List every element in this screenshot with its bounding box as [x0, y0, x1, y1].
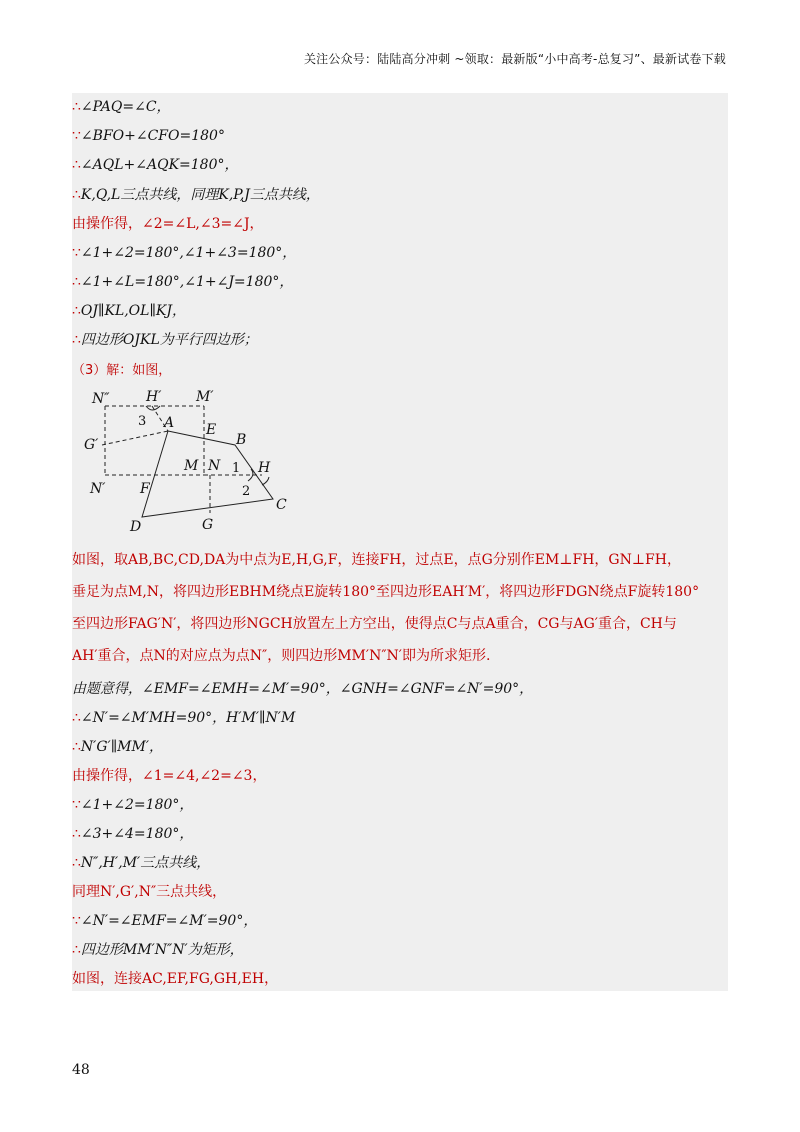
line-text: 四边形MM′N″N′为矩形， [80, 942, 244, 958]
therefore-symbol: ∴ [72, 157, 81, 173]
line-text: K,Q,L三点共线，同理K,P,J三点共线， [80, 187, 320, 203]
solution-line [72, 882, 728, 902]
solution-line [72, 214, 728, 234]
label-f: F [140, 481, 150, 497]
line-text: ∠1+∠2=180°,∠1+∠3=180°， [80, 245, 297, 261]
line-text: ∠1+∠2=180°， [80, 797, 194, 813]
line-text: ∠PAQ=∠C， [80, 99, 171, 115]
solution-line [72, 969, 728, 989]
label-angle-2: 2 [242, 484, 251, 499]
solution-line [72, 330, 728, 350]
solution-line [72, 853, 728, 873]
because-symbol: ∵ [72, 245, 81, 261]
solution-line [72, 911, 728, 931]
line-text: ∠N′=∠EMF=∠M′=90°， [80, 913, 258, 929]
therefore-symbol: ∴ [72, 710, 81, 726]
solution-line [72, 301, 728, 321]
line-text: N″,H′,M′三点共线， [80, 855, 211, 871]
label-h: H [258, 460, 271, 476]
label-angle-1: 1 [232, 461, 241, 476]
construction-line: 如图，取AB,BC,CD,DA为中点为E,H,G,F，连接FH，过点E，点G分别作EM⊥FH，GN⊥FH， [72, 552, 681, 568]
label-n-prime: N′ [90, 481, 106, 497]
angle-mark-2 [262, 477, 269, 485]
dashed-segment-g1-a [102, 431, 168, 445]
solution-line [72, 155, 728, 175]
therefore-symbol: ∴ [72, 303, 81, 319]
because-symbol: ∵ [72, 913, 81, 929]
construction-line: AH′重合，点N的对应点为点N″，则四边形MM′N″N′即为所求矩形. [72, 648, 491, 664]
solution-line [72, 795, 728, 815]
label-angle-3: 3 [138, 414, 147, 429]
therefore-symbol: ∴ [72, 739, 81, 755]
label-h-prime: H′ [146, 389, 162, 405]
solution-line [72, 708, 728, 728]
line-text: ∠AQL+∠AQK=180°， [80, 157, 239, 173]
construction-line: 至四边形FAG′N′，将四边形NGCH放置左上方空出，使得点C与点A重合，CG与AG′重合，CH与 [72, 616, 677, 632]
label-c: C [276, 497, 287, 513]
geometry-figure [80, 389, 320, 539]
solution-line [72, 940, 728, 960]
label-e: E [206, 422, 217, 438]
part-3-heading: （3）解：如图， [72, 363, 172, 378]
line-text: 如图，连接AC,EF,FG,GH,EH， [72, 971, 279, 987]
solution-line [72, 679, 728, 699]
solution-line [72, 126, 728, 146]
therefore-symbol: ∴ [72, 187, 81, 203]
label-g: G [202, 517, 214, 533]
therefore-symbol: ∴ [72, 855, 81, 871]
therefore-symbol: ∴ [72, 99, 81, 115]
solution-line [72, 185, 728, 205]
line-text: 由操作得，∠1=∠4,∠2=∠3， [72, 768, 267, 784]
therefore-symbol: ∴ [72, 942, 81, 958]
line-text: N′G′∥MM′， [80, 739, 164, 755]
solution-line [72, 360, 728, 381]
line-text: 同理N′,G′,N″三点共线， [72, 884, 227, 900]
because-symbol: ∵ [72, 797, 81, 813]
line-text: 由操作得，∠2=∠L,∠3=∠J， [72, 216, 264, 232]
line-text: ∠3+∠4=180°， [80, 826, 194, 842]
line-text: 四边形OJKL为平行四边形； [80, 332, 258, 348]
page-header: 关注公众号：陆陆高分冲刺 ~领取：最新版“小中高考-总复习”、最新试卷下载 [303, 52, 726, 66]
construction-line: 垂足为点M,N，将四边形EBHM绕点E旋转180°至四边形EAH′M′，将四边形FDGN绕点F旋转180° [72, 584, 700, 600]
label-g-prime: G′ [84, 437, 99, 453]
label-n: N [208, 458, 221, 474]
therefore-symbol: ∴ [72, 274, 81, 290]
line-text: ∠1+∠L=180°,∠1+∠J=180°， [80, 274, 294, 290]
line-text: ∠BFO+∠CFO=180° [80, 128, 225, 144]
label-m: M [184, 458, 199, 474]
solution-content [72, 93, 728, 991]
line-text: 由题意得，∠EMF=∠EMH=∠M′=90°，∠GNH=∠GNF=∠N′=90°， [72, 681, 534, 697]
line-text: OJ∥KL,OL∥KJ， [80, 303, 186, 319]
solution-line [72, 737, 728, 757]
page-number: 48 [72, 1062, 90, 1078]
because-symbol: ∵ [72, 128, 81, 144]
label-a: A [164, 415, 175, 431]
solution-line [72, 766, 728, 786]
solution-line [72, 272, 728, 292]
solution-line [72, 824, 728, 844]
label-m-prime: M′ [196, 389, 214, 405]
solution-line [72, 97, 728, 117]
label-n-double-prime: N″ [92, 391, 110, 407]
line-text: ∠N′=∠M′MH=90°，H′M′∥N′M [80, 710, 296, 726]
solution-line [72, 243, 728, 263]
label-d: D [130, 519, 142, 535]
label-b: B [236, 432, 247, 448]
therefore-symbol: ∴ [72, 826, 81, 842]
therefore-symbol: ∴ [72, 332, 81, 348]
